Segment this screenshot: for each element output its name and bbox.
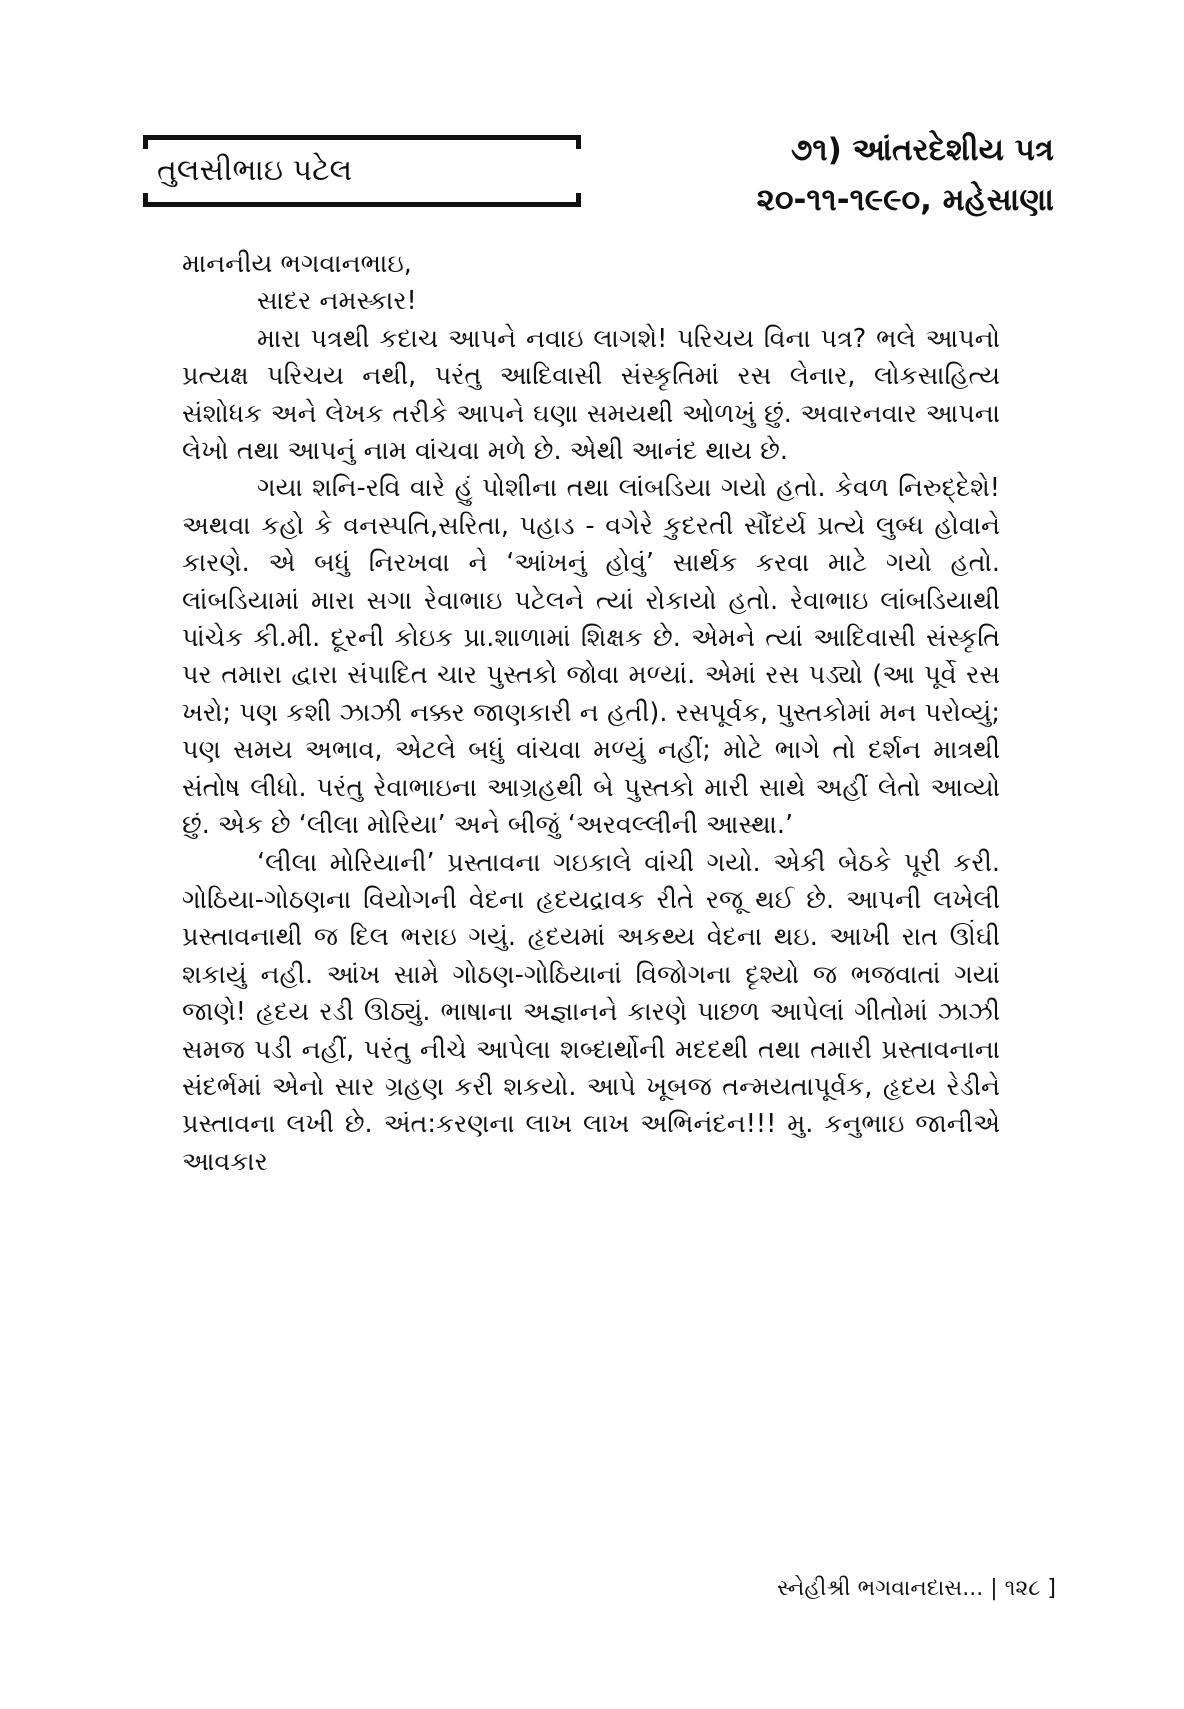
letter-paragraph-3: ‘લીલા મોરિયાની’ પ્રસ્તાવના ગઇકાલે વાંચી ગયો. એકી બેઠકે પૂરી કરી. ગોઠિયા-ગોઠણના વિયોગની વેદના હૃદયદ્રાવક રીતે રજૂ થઈ છે. આપની લખેલી પ્રસ્તાવનાથી જ દિલ ભરાઇ ગયું. હૃદયમાં અકથ્ય વેદના થઇ. આખી રાત ઊંઘી શકાયું નહી. આંખ સામે ગોઠણ-ગોઠિયાનાં વિજોગના દૃશ્યો જ ભજવાતાં ગયાં જાણે! હૃદય રડી ઊઠ્યું. ભાષાના અજ્ઞાનને કારણે પાછળ આપેલાં ગીતોમાં ઝાઝી સમજ પડી નહીં, પરંતુ નીચે આપેલા શબ્દાર્થોની મદદથી તથા તમારી પ્રસ્તાવનાના સંદર્ભમાં એનો સાર ગ્રહણ કરી શકયો. આપે ખૂબજ તન્મયતાપૂર્વક, હૃદય રેડીને પ્રસ્તાવના લખી છે. અંત:કરણના લાખ લાખ અભિનંદન!!! મુ. કનુભાઇ જાનીએ આવકાર <box>182 847 1000 1177</box>
author-name-box <box>143 135 581 207</box>
letter-paragraph-2: ગયા શનિ-રવિ વારે હું પોશીના તથા લાંબડિયા ગયો હતો. કેવળ નિરુદ્દેશે! અથવા કહો કે વનસ્પતિ,સરિતા, પહાડ - વગેરે કુદરતી સૌંદર્ય પ્રત્યે લુબ્ધ હોવાને કારણે. એ બધું નિરખવા ને ‘આંખનું હોવું’ સાર્થક કરવા માટે ગયો હતો. લાંબડિયામાં મારા સગા રેવાભાઇ પટેલને ત્યાં રોકાયો હતો. રેવાભાઇ લાંબડિયાથી પાંચેક કી.મી. દૂરની કોઇક પ્રા.શાળામાં શિક્ષક છે. એમને ત્યાં આદિવાસી સંસ્કૃતિ પર તમારા દ્વારા સંપાદિત ચાર પુસ્તકો જોવા મળ્યાં. એમાં રસ પડ્યો (આ પૂર્વે રસ ખરો; પણ કશી ઝાઝી નક્કર જાણકારી ન હતી). રસપૂર્વક, પુસ્તકોમાં મન પરોવ્યું; પણ સમય અભાવ, એટલે બધું વાંચવા મળ્યું નહીં; મોટે ભાગે તો દર્શન માત્રથી સંતોષ લીધો. પરંતુ રેવાભાઇના આગ્રહથી બે પુસ્તકો મારી સાથે અહીં લેતો આવ્યો છું. એક છે ‘લીલા મોરિયા’ અને બીજું ‘અરવલ્લીની આસ્થા.’ <box>182 473 1000 841</box>
box-corner-top-left <box>143 135 148 149</box>
author-name: તુલસીભાઇ પટેલ <box>157 153 353 188</box>
letter-paragraph-1: મારા પત્રથી કદાચ આપને નવાઇ લાગશે! પરિચય વિના પત્ર? ભલે આપનો પ્રત્યક્ષ પરિચય નથી, પરંતુ આદિવાસી સંસ્કૃતિમાં રસ લેનાર, લોકસાહિત્ય સંશોધક અને લેખક તરીકે આપને ઘણા સમયથી ઓળખું છું. અવારનવાર આપના લેખો તથા આપનું નામ વાંચવા મળે છે. એથી આનંદ થાય છે. <box>182 323 1000 467</box>
page-footer: સ્નેહીશ્રી ભગવાનદાસ... | ૧૨૮ ] <box>777 1576 1056 1601</box>
box-bottom-border <box>143 202 581 207</box>
box-top-border <box>143 135 581 140</box>
letter-header <box>757 125 1054 225</box>
letter-date-place: ૨૦-૧૧-૧૯૯૦, મહેસાણા <box>756 182 1054 218</box>
letter-greeting: સાદર નમસ્કાર! <box>257 286 417 317</box>
letter-salutation: માનનીય ભગવાનભાઇ, <box>182 249 412 279</box>
letter-title: ૭૧) આંતરદેશીય પત્ર <box>790 132 1054 168</box>
letter-body <box>182 246 1000 1181</box>
box-corner-top-right <box>576 135 581 149</box>
